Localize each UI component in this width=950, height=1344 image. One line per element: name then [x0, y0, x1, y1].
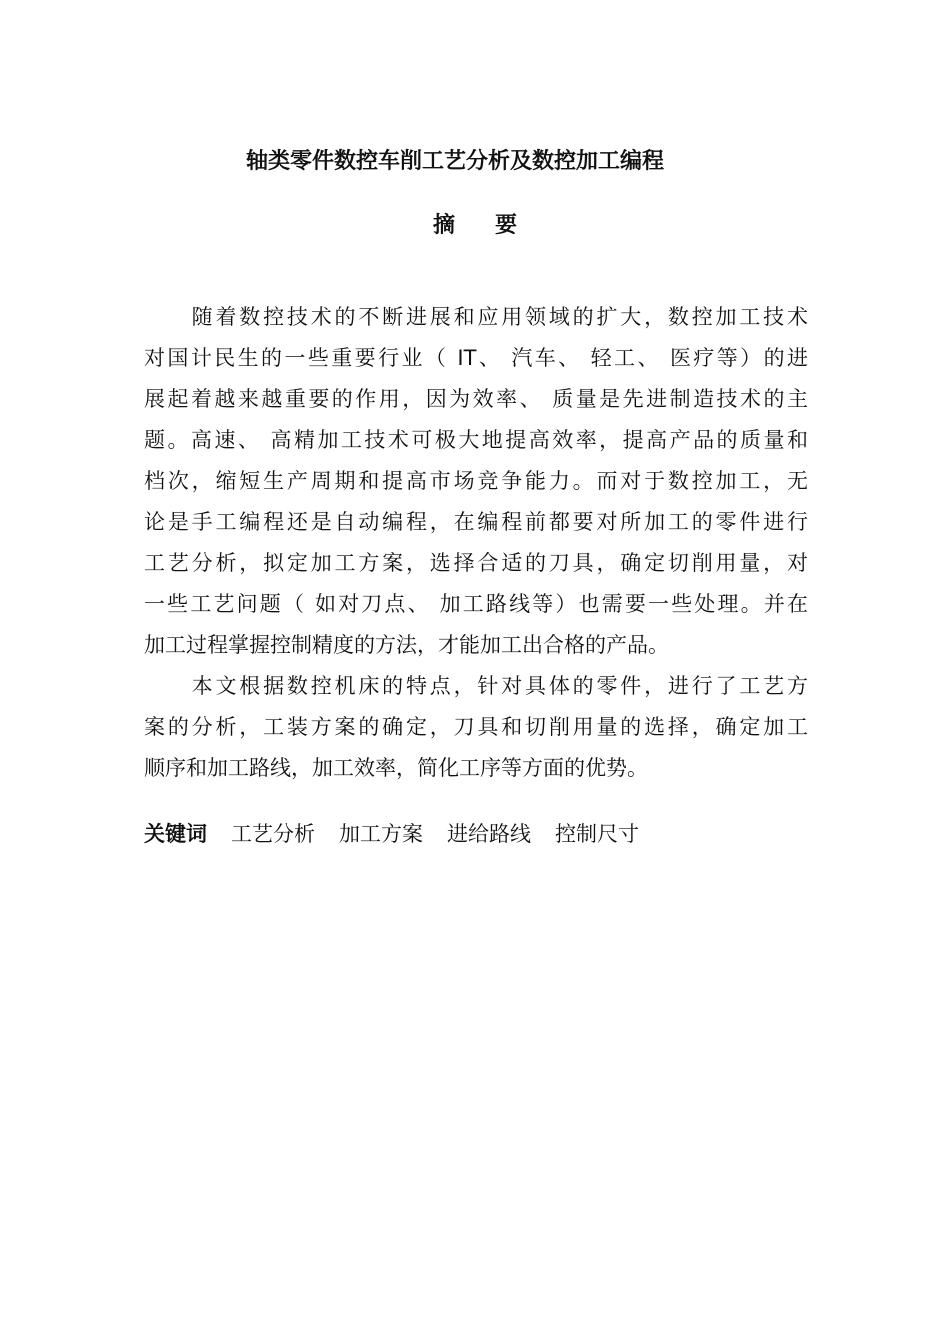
paragraph-line: 加工过程掌握控制精度的方法，才能加工出合格的产品。: [144, 633, 669, 657]
keyword-item: 进给路线: [447, 822, 531, 846]
paragraph-line: 展起着越来越重要的作用，因为效率、 质量是先进制造技术的主: [144, 387, 808, 411]
abstract-heading: [0, 210, 950, 242]
paragraph-line: 顺序和加工路线，加工效率，简化工序等方面的优势。: [144, 756, 648, 780]
abstract-heading-part1: 摘: [432, 213, 455, 238]
keyword-item: 加工方案: [339, 822, 423, 846]
abstract-paragraph-1: [144, 301, 808, 670]
paragraph-line: 论是手工编程还是自动编程，在编程前都要对所加工的零件进行: [144, 510, 808, 534]
abstract-heading-part2: 要: [495, 213, 518, 238]
keyword-item: 工艺分析: [231, 822, 315, 846]
paragraph-line: 一些工艺问题（ 如对刀点、 加工路线等）也需要一些处理。并在: [144, 592, 808, 616]
keywords-label: 关键词: [144, 822, 207, 846]
paragraph-line: 案的分析，工装方案的确定，刀具和切削用量的选择，确定加工: [144, 715, 808, 739]
abstract-paragraph-2: [144, 670, 808, 793]
abstract-body: [144, 301, 808, 793]
paragraph-line: 档次，缩短生产周期和提高市场竞争能力。而对于数控加工，无: [144, 469, 808, 493]
paragraph-line: 工艺分析，拟定加工方案，选择合适的刀具，确定切削用量，对: [144, 551, 808, 575]
paragraph-line: 题。高速、 高精加工技术可极大地提高效率，提高产品的质量和: [144, 428, 808, 452]
document-title: 轴类零件数控车削工艺分析及数控加工编程: [245, 149, 664, 174]
paragraph-line: 对国计民生的一些重要行业（ IT、 汽车、 轻工、 医疗等）的进: [144, 346, 808, 370]
paragraph-line: 随着数控技术的不断进展和应用领域的扩大，数控加工技术: [144, 305, 808, 329]
paragraph-line: 本文根据数控机床的特点，针对具体的零件，进行了工艺方: [144, 674, 808, 698]
keyword-item: 控制尺寸: [555, 822, 639, 846]
keywords-line: [144, 818, 663, 850]
